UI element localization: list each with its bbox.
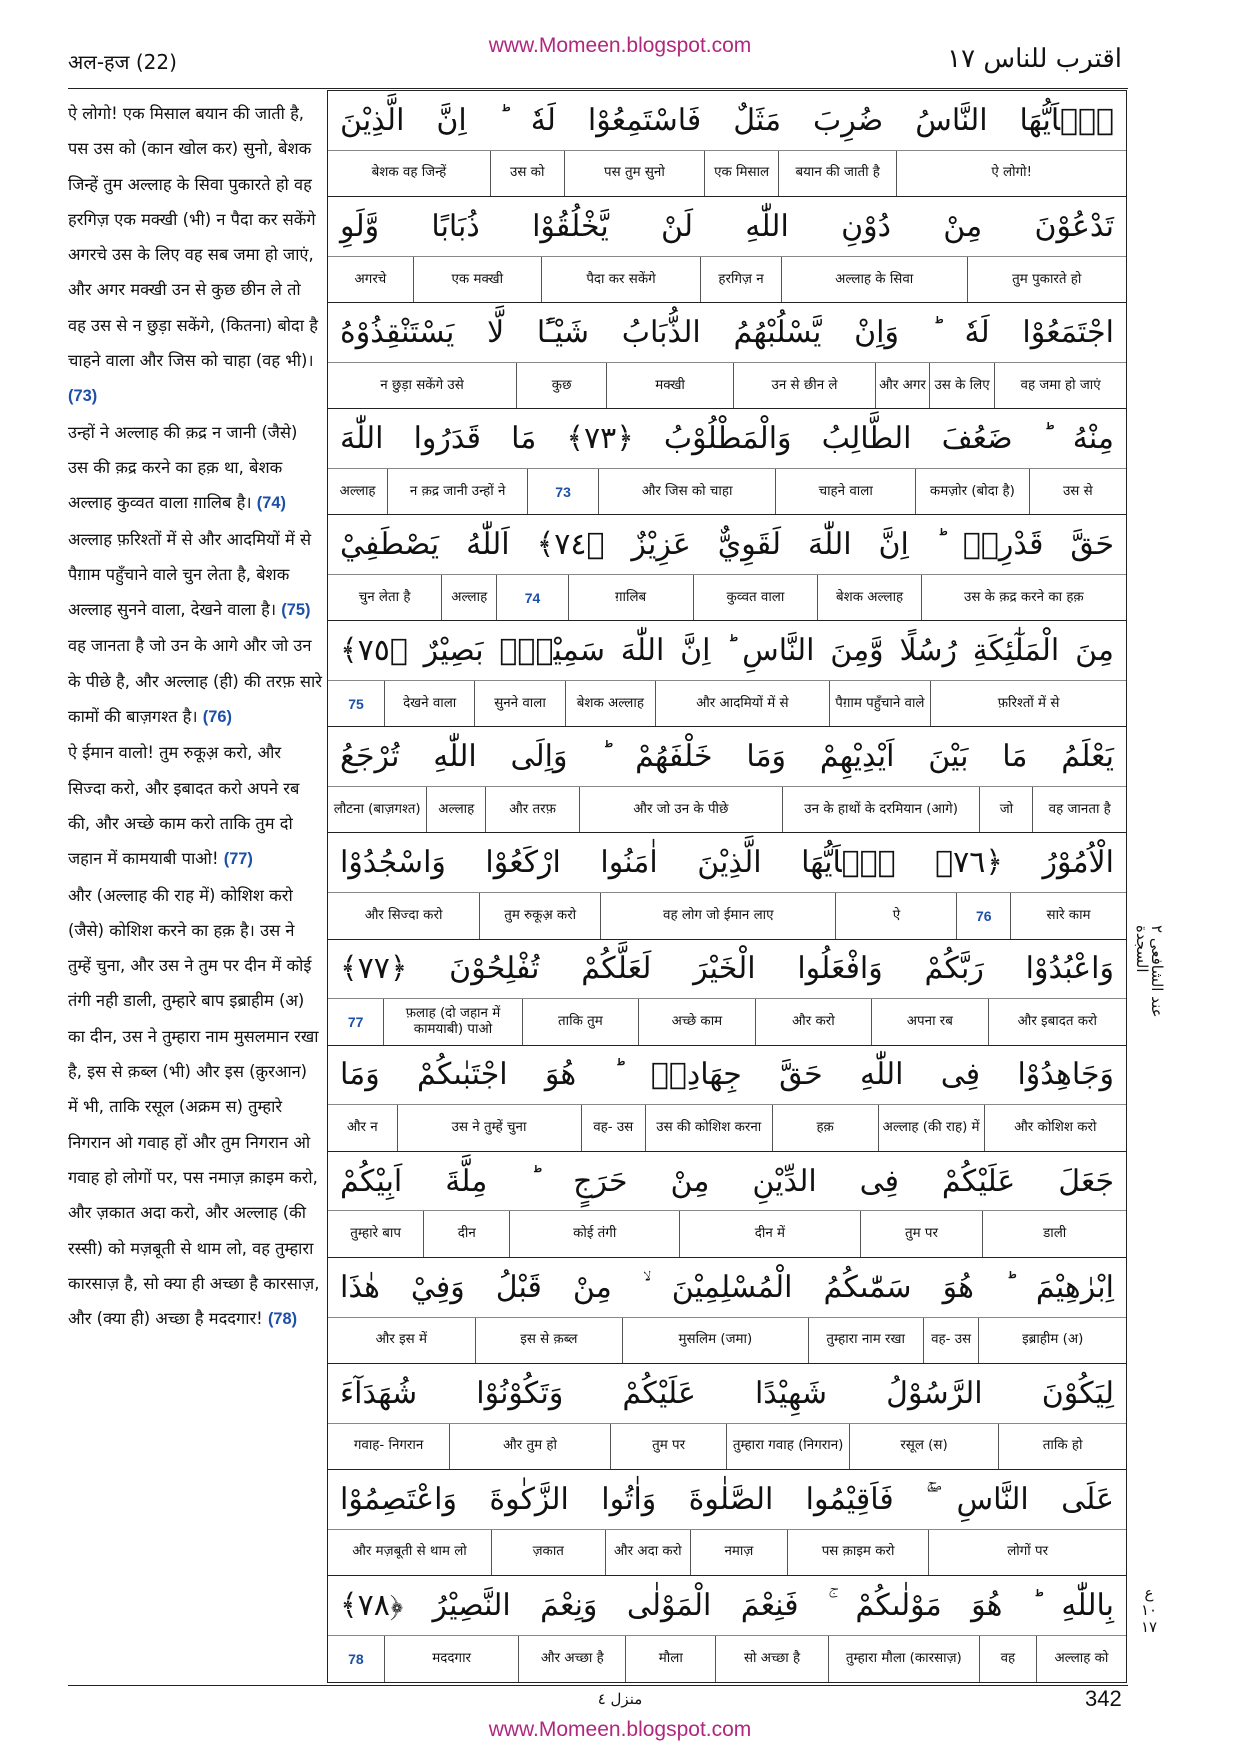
arabic-line [328,1046,1126,1106]
verse-number: (75) [281,601,311,620]
verse-number-cell: 73 [527,469,598,514]
arabic-line [328,1258,1126,1318]
word-meaning-cell: इब्राहीम (अ) [978,1318,1126,1363]
word-meaning-cell: उस ने तुम्हें चुना [397,1105,581,1150]
arabic-text: مِنْهُ ؕ ضَعُفَ الطَّالِبُ وَالْمَطْلُوْبُ ﴿٧٣﴾ مَا قَدَرُوا اللّٰهَ [340,421,1114,457]
word-meaning-cell: और तुम हो [449,1424,610,1469]
word-meaning-cell: लौटना (बाज़गश्त) [328,787,426,832]
arabic-line [328,1470,1126,1530]
translation-text: ऐ लोगो! एक मिसाल बयान की जाती है, पस उस को (कान खोल कर) सुनो, बेशक जिन्हें तुम अल्लाह के सिवा पुकारते हो वह हरगिज़ एक मक्खी (भी) न पैदा कर सकेंगे अगरचे उस के लिए वह सब जमा हो जाएं, और अगर मक्खी उन से कुछ छीन ले तो वह उस से न छुड़ा सकेंगे, (कितना) बोदा है चाहने वाला और जिस को चाहा (वह भी)। [68,104,318,371]
word-meaning-cell: उस के क़द्र करने का हक़ [921,575,1126,620]
translation-text: उन्हों ने अल्लाह की क़द्र न जानी (जैसे) उस की क़द्र करने का हक़ था, बेशक अल्लाह कुव्वत वाला ग़ालिब है। [68,422,298,513]
word-meaning-cell: मक्खी [606,363,733,408]
word-meaning-cell: तुम रुकूअ़ करो [479,893,600,938]
word-meaning-cell: फ़रिश्तों में से [930,681,1126,726]
arabic-text: جَعَلَ عَلَيْكُمْ فِى الدِّيْنِ مِنْ حَرَجٍ ؕ مِلَّةَ اَبِيْكُمْ [340,1163,1114,1199]
word-meaning-cell: अच्छे काम [638,999,754,1044]
verse-number-cell: 74 [496,575,567,620]
arabic-line [328,1576,1126,1636]
word-meaning-cell: मददगार [384,1636,519,1682]
word-meaning-cell: वह जानता है [1032,787,1126,832]
arabic-text: حَقَّ قَدْرِهٖ ؕ اِنَّ اللّٰهَ لَقَوِيٌّ عَزِيْزٌ ﴿٧٤﴾ اَللّٰهُ يَصْطَفِيْ [340,527,1114,563]
hindi-word-row [328,1530,1126,1576]
site-url-bottom[interactable]: www.Momeen.blogspot.com [488,1718,752,1741]
word-meaning-cell: वह- उस [923,1318,979,1363]
word-meaning-cell: कमज़ोर (बोदा है) [915,469,1028,514]
word-meaning-cell: देखने वाला [384,681,474,726]
hindi-word-row [328,1105,1126,1151]
word-meaning-cell: और करो [755,999,871,1044]
arabic-text: اِبْرٰهِيْمَ ؕ هُوَ سَمّٰىكُمُ الْمُسْلِمِيْنَ ۙ مِنْ قَبْلُ وَفِيْ هٰذَا [340,1269,1114,1305]
word-meaning-cell: नमाज़ [690,1530,787,1575]
header-rule [68,88,1128,89]
word-meaning-cell: रसूल (स) [849,1424,999,1469]
word-meaning-cell: डाली [982,1211,1126,1256]
word-meaning-cell: चाहने वाला [775,469,915,514]
word-meaning-cell: पस तुम सुनो [564,151,705,196]
arabic-line [328,940,1126,1000]
arabic-text: وَجَاهِدُوْا فِى اللّٰهِ حَقَّ جِهَادِهٖ ؕ هُوَ اجْتَبٰىكُمْ وَمَا [340,1057,1114,1093]
word-meaning-cell: तुम पुकारते हो [967,257,1126,302]
translation-paragraph [68,735,322,877]
arabic-line [328,621,1126,681]
verse-number: (78) [267,1310,298,1329]
word-meaning-cell: अल्लाह [328,469,387,514]
arabic-text: وَاعْبُدُوْا رَبَّكُمْ وَافْعَلُوا الْخَيْرَ لَعَلَّكُمْ تُفْلِحُوْنَ ﴿٧٧﴾ [340,951,1114,987]
hindi-word-row [328,893,1126,939]
word-meaning-cell: और अच्छा है [518,1636,625,1682]
arabic-line [328,727,1126,787]
word-meaning-cell: अल्लाह के सिवा [781,257,967,302]
word-meaning-cell: एक मिसाल [704,151,778,196]
word-meaning-cell: कुव्वत वाला [693,575,818,620]
word-meaning-cell: तुम पर [860,1211,983,1256]
word-meaning-cell: इस से क़ब्ल [475,1318,623,1363]
word-meaning-cell: उन के हाथों के दरमियान (आगे) [782,787,979,832]
arabic-text: مِنَ الْمَلٰٓئِكَةِ رُسُلًا وَّمِنَ النَّاسِ ؕ اِنَّ اللّٰهَ سَمِيْعٌۢ بَصِيْرٌ ﴿٧٥﴾ [340,633,1114,669]
hindi-word-row [328,363,1126,409]
hindi-word-row [328,681,1126,727]
word-meaning-cell: मुसलिम (जमा) [622,1318,807,1363]
translation-paragraph [68,522,322,629]
word-meaning-cell: बेशक वह जिन्हें [328,151,490,196]
arabic-line [328,515,1126,575]
word-meaning-cell: मौला [625,1636,715,1682]
word-meaning-cell: तुम पर [610,1424,727,1469]
word-meaning-cell: और मज़बूती से थाम लो [328,1530,491,1575]
word-meaning-cell: तुम्हारा मौला (कारसाज़) [828,1636,979,1682]
word-meaning-cell: अपना रब [871,999,987,1044]
word-meaning-cell: ताकि हो [998,1424,1126,1469]
word-meaning-cell: जो [979,787,1032,832]
translation-paragraph [68,96,322,415]
word-meaning-cell: दीन में [679,1211,859,1256]
arabic-text: يَعْلَمُ مَا بَيْنَ اَيْدِيْهِمْ وَمَا خَلْفَهُمْ ؕ وَاِلَى اللّٰهِ تُرْجَعُ [340,739,1114,775]
word-meaning-cell: उन से छीन ले [733,363,875,408]
verse-number: (77) [223,850,253,869]
word-meaning-cell: और जो उन के पीछे [579,787,782,832]
word-meaning-cell: और इस में [328,1318,475,1363]
word-meaning-cell: न क़द्र जानी उन्हों ने [387,469,527,514]
word-meaning-cell: और अदा करो [605,1530,691,1575]
word-meaning-cell: वह जमा हो जाएं [994,363,1126,408]
word-meaning-cell: अल्लाह (की राह) में [878,1105,984,1150]
word-meaning-cell: अल्लाह [441,575,496,620]
word-meaning-cell: वह [979,1636,1036,1682]
verse-number-cell: 78 [328,1636,384,1682]
arabic-line [328,303,1126,363]
word-meaning-cell: और तरफ़ [485,787,579,832]
word-meaning-cell: ऐ [835,893,956,938]
arabic-text: الْاُمُوْرُ ﴿٧٦﴾ يٰۤاَيُّهَا الَّذِيْنَ اٰمَنُوا ارْكَعُوْا وَاسْجُدُوْا [340,845,1115,881]
verse-number: (74) [256,494,286,513]
word-meaning-cell: पैदा कर सकेंगे [541,257,700,302]
arabic-text: لِيَكُوْنَ الرَّسُوْلُ شَهِيْدًا عَلَيْكُمْ وَتَكُوْنُوْا شُهَدَآءَ [340,1375,1114,1411]
word-meaning-cell: वह- उस [581,1105,645,1150]
page-number: 342 [1085,1686,1122,1711]
word-meaning-cell: पैग़ाम पहुँचाने वाले [829,681,930,726]
word-meaning-cell: अगरचे [328,257,413,302]
arabic-line [328,197,1126,257]
word-meaning-cell: वह लोग जो ईमान लाए [600,893,835,938]
hindi-word-row [328,787,1126,833]
hindi-word-row [328,257,1126,303]
word-meaning-cell: अल्लाह [426,787,485,832]
word-meaning-cell: बयान की जाती है [778,151,896,196]
word-meaning-cell: सो अच्छा है [715,1636,827,1682]
word-meaning-cell: उस से [1029,469,1126,514]
word-meaning-cell: गवाह- निगरान [328,1424,449,1469]
footer-rule [68,1685,1128,1686]
hindi-word-row [328,999,1126,1045]
translation-text: वह जानता है जो उन के आगे और जो उन के पीछे है, और अल्लाह (ही) की तरफ़ सारे कामों की बाज़गश्त है। [68,636,322,727]
word-meaning-cell: और अगर [875,363,929,408]
word-meaning-cell: हक़ [772,1105,878,1150]
verse-number: (76) [202,708,232,727]
verse-number: (73) [68,387,98,406]
word-meaning-cell: फ़लाह (दो जहान में कामयाबी) पाओ [383,999,521,1044]
word-meaning-cell: कोई तंगी [509,1211,679,1256]
arabic-text: تَدْعُوْنَ مِنْ دُوْنِ اللّٰهِ لَنْ يَّخْلُقُوْا ذُبَابًا وَّلَوِ [340,208,1114,244]
hindi-word-row [328,1211,1126,1257]
word-meaning-cell: और जिस को चाहा [598,469,775,514]
word-meaning-cell: चुन लेता है [328,575,441,620]
word-meaning-cell: उस को [490,151,564,196]
word-meaning-cell: सारे काम [1010,893,1126,938]
hindi-word-row [328,575,1126,621]
arabic-line [328,409,1126,469]
word-meaning-cell: हरगिज़ न [700,257,781,302]
word-meaning-cell: न छुड़ा सकेंगे उसे [328,363,516,408]
translation-column [68,96,322,1337]
word-meaning-cell: एक मक्खी [413,257,541,302]
word-meaning-cell: तुम्हारे बाप [328,1211,423,1256]
ruku-marker: ع ١٠ ١٧ [1140,1584,1158,1636]
word-meaning-cell: उस के लिए [929,363,994,408]
word-meaning-cell: और सिज्दा करो [328,893,479,938]
hindi-word-row [328,1318,1126,1364]
sajda-margin-note: عند الشافعى ٢ السجدة [1133,925,1166,1018]
translation-text: अल्लाह फ़रिश्तों में से और आदमियों में से पैग़ाम पहुँचाने वाले चुन लेता है, बेशक अल्लाह सुनने वाला, देखने वाला है। [68,529,312,620]
word-meaning-cell: ऐ लोगो! [896,151,1126,196]
arabic-text: يٰۤاَيُّهَا النَّاسُ ضُرِبَ مَثَلٌ فَاسْتَمِعُوْا لَهٗ ؕ اِنَّ الَّذِيْنَ [340,102,1114,138]
hindi-word-row [328,1636,1126,1682]
arabic-text: بِاللّٰهِ ؕ هُوَ مَوْلٰىكُمْ ۚ فَنِعْمَ الْمَوْلٰى وَنِعْمَ النَّصِيْرُ ﴿٧٨﴾ [340,1587,1114,1623]
arabic-line [328,833,1126,893]
word-meaning-cell: बेशक अल्लाह [817,575,920,620]
word-meaning-cell: बेशक अल्लाह [565,681,655,726]
hindi-word-row [328,1424,1126,1470]
word-meaning-cell: और कोशिश करो [984,1105,1126,1150]
word-meaning-cell: दीन [423,1211,509,1256]
juz-title: اقترب للناس ١٧ [947,44,1122,74]
arabic-text: عَلَى النَّاسِ ۖۚ فَاَقِيْمُوا الصَّلٰوةَ وَاٰتُوا الزَّكٰوةَ وَاعْتَصِمُوْا [340,1481,1114,1517]
hindi-word-row [328,151,1126,197]
arabic-line [328,1364,1126,1424]
hindi-word-row [328,469,1126,515]
word-meaning-cell: और इबादत करो [988,999,1126,1044]
word-meaning-cell: सुनने वाला [474,681,564,726]
word-meaning-cell: और आदमियों में से [655,681,829,726]
translation-paragraph [68,878,322,1338]
word-meaning-cell: ताकि तुम [522,999,638,1044]
word-meaning-cell: लोगों पर [928,1530,1126,1575]
translation-text: ऐ ईमान वालो! तुम रुकूअ़ करो, और सिज्दा करो, और इबादत करो अपने रब की, और अच्छे काम करो ताकि तुम दो जहान में कामयाबी पाओ! [68,743,300,869]
verse-number-cell: 77 [328,999,383,1044]
word-meaning-cell: तुम्हारा गवाह (निगरान) [726,1424,848,1469]
surah-title: अल-हज (22) [68,50,177,74]
word-meaning-cell: तुम्हारा नाम रखा [808,1318,923,1363]
site-url-top[interactable]: www.Momeen.blogspot.com [488,34,752,57]
verse-number-cell: 75 [328,681,384,726]
manzil-label: منزل ٤ [597,1690,643,1708]
translation-paragraph [68,628,322,735]
verse-number-cell: 76 [956,893,1010,938]
arabic-text: اجْتَمَعُوْا لَهٗ ؕ وَاِنْ يَّسْلُبْهُمُ الذُّبَابُ شَيْـًٔا لَّا يَسْتَنْقِذُوْهُ [340,315,1114,351]
arabic-line [328,91,1126,151]
word-meaning-cell: पस क़ाइम करो [787,1530,929,1575]
word-meaning-cell: ज़कात [491,1530,605,1575]
word-meaning-cell: उस की कोशिश करना [645,1105,772,1150]
translation-text: और (अल्लाह की राह में) कोशिश करो (जैसे) कोशिश करने का हक़ है। उस ने तुम्हें चुना, और उस ने तुम पर दीन में कोई तंगी नही डाली, तुम्हारे बाप इब्राहीम (अ) का दीन, उस ने तुम्हारा नाम मुसलमान रखा है, इस से क़ब्ल (भी) और इस (क़ुरआन) में भी, ताकि रसूल (अक्रम स) तुम्हारे निगरान ओ गवाह हों और तुम निगरान ओ गवाह हो लोगों पर, पस नमाज़ क़ाइम करो, और ज़कात अदा करो, और अल्लाह (की रस्सी) को मज़बूती से थाम लो, वह तुम्हारा कारसाज़ है, सो क्या ही अच्छा है कारसाज़, और (क्या ही) अच्छा है मददगार! [68,885,320,1329]
translation-paragraph [68,415,322,522]
word-meaning-cell: कुछ [516,363,606,408]
word-meaning-cell: ग़ालिब [568,575,693,620]
arabic-line [328,1152,1126,1212]
word-by-word-grid [327,90,1127,1683]
word-meaning-cell: अल्लाह को [1036,1636,1126,1682]
word-meaning-cell: और न [328,1105,397,1150]
